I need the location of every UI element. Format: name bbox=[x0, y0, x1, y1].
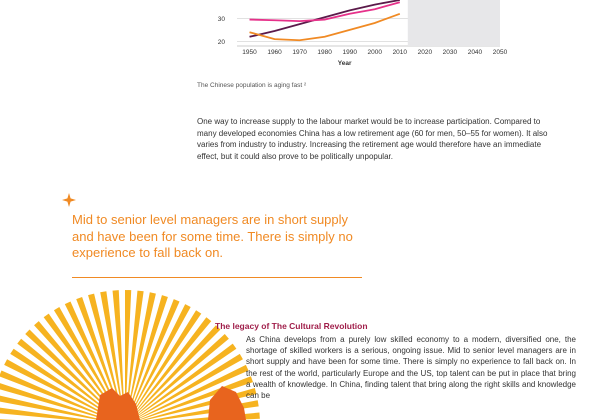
x-tick-label: 2040 bbox=[467, 49, 483, 56]
x-tick-label: 1980 bbox=[317, 49, 332, 56]
chart-caption: The Chinese population is aging fast ² bbox=[197, 82, 307, 89]
y-tick-label: 20 bbox=[217, 38, 225, 46]
section-body: As China develops from a purely low skilled economy to a modern, diversified one, the shortage of skilled workers is a serious, ongoing issue. Mid to senior level managers are in short supply and have been for some time. There is simply no experience to fall back on. In the rest of the world, particularly Europe and the US, top talent can be put in place that bring a wealth of knowledge. In China, finding talent that bring along the right skills and knowledge can be bbox=[246, 335, 576, 401]
x-tick-label: 2020 bbox=[417, 49, 433, 56]
x-tick-label: 1950 bbox=[242, 49, 257, 56]
retirement-paragraph: One way to increase supply to the labour market would be to increase participation. Compared to many developed economies China has a low retirement age (60 for men, 50–55 for women). It also varies from industry to industry. Increasing the retirement age would therefore have an immediate effect, but it could also prove to be politically unpopular. bbox=[197, 117, 548, 161]
sunburst-illustration bbox=[0, 300, 250, 420]
population-chart bbox=[195, 0, 508, 70]
x-tick-label: 2050 bbox=[492, 49, 508, 56]
pull-quote: Mid to senior level managers are in short supply and have been for some time. There is simply no experience to fall back on. bbox=[72, 212, 353, 260]
x-tick-label: 1990 bbox=[342, 49, 357, 56]
x-tick-label: 1970 bbox=[292, 49, 307, 56]
x-tick-label: 2000 bbox=[367, 49, 382, 56]
forecast-region bbox=[408, 0, 500, 46]
sparkle-icon bbox=[62, 193, 76, 207]
x-tick-label: 2030 bbox=[442, 49, 458, 56]
x-tick-label: 2010 bbox=[392, 49, 408, 56]
x-tick-label: 1960 bbox=[267, 49, 282, 56]
section-heading: The legacy of The Cultural Revolution bbox=[215, 321, 368, 331]
y-tick-label: 30 bbox=[217, 15, 225, 23]
x-axis-label: Year bbox=[337, 60, 352, 67]
quote-divider bbox=[72, 277, 362, 278]
